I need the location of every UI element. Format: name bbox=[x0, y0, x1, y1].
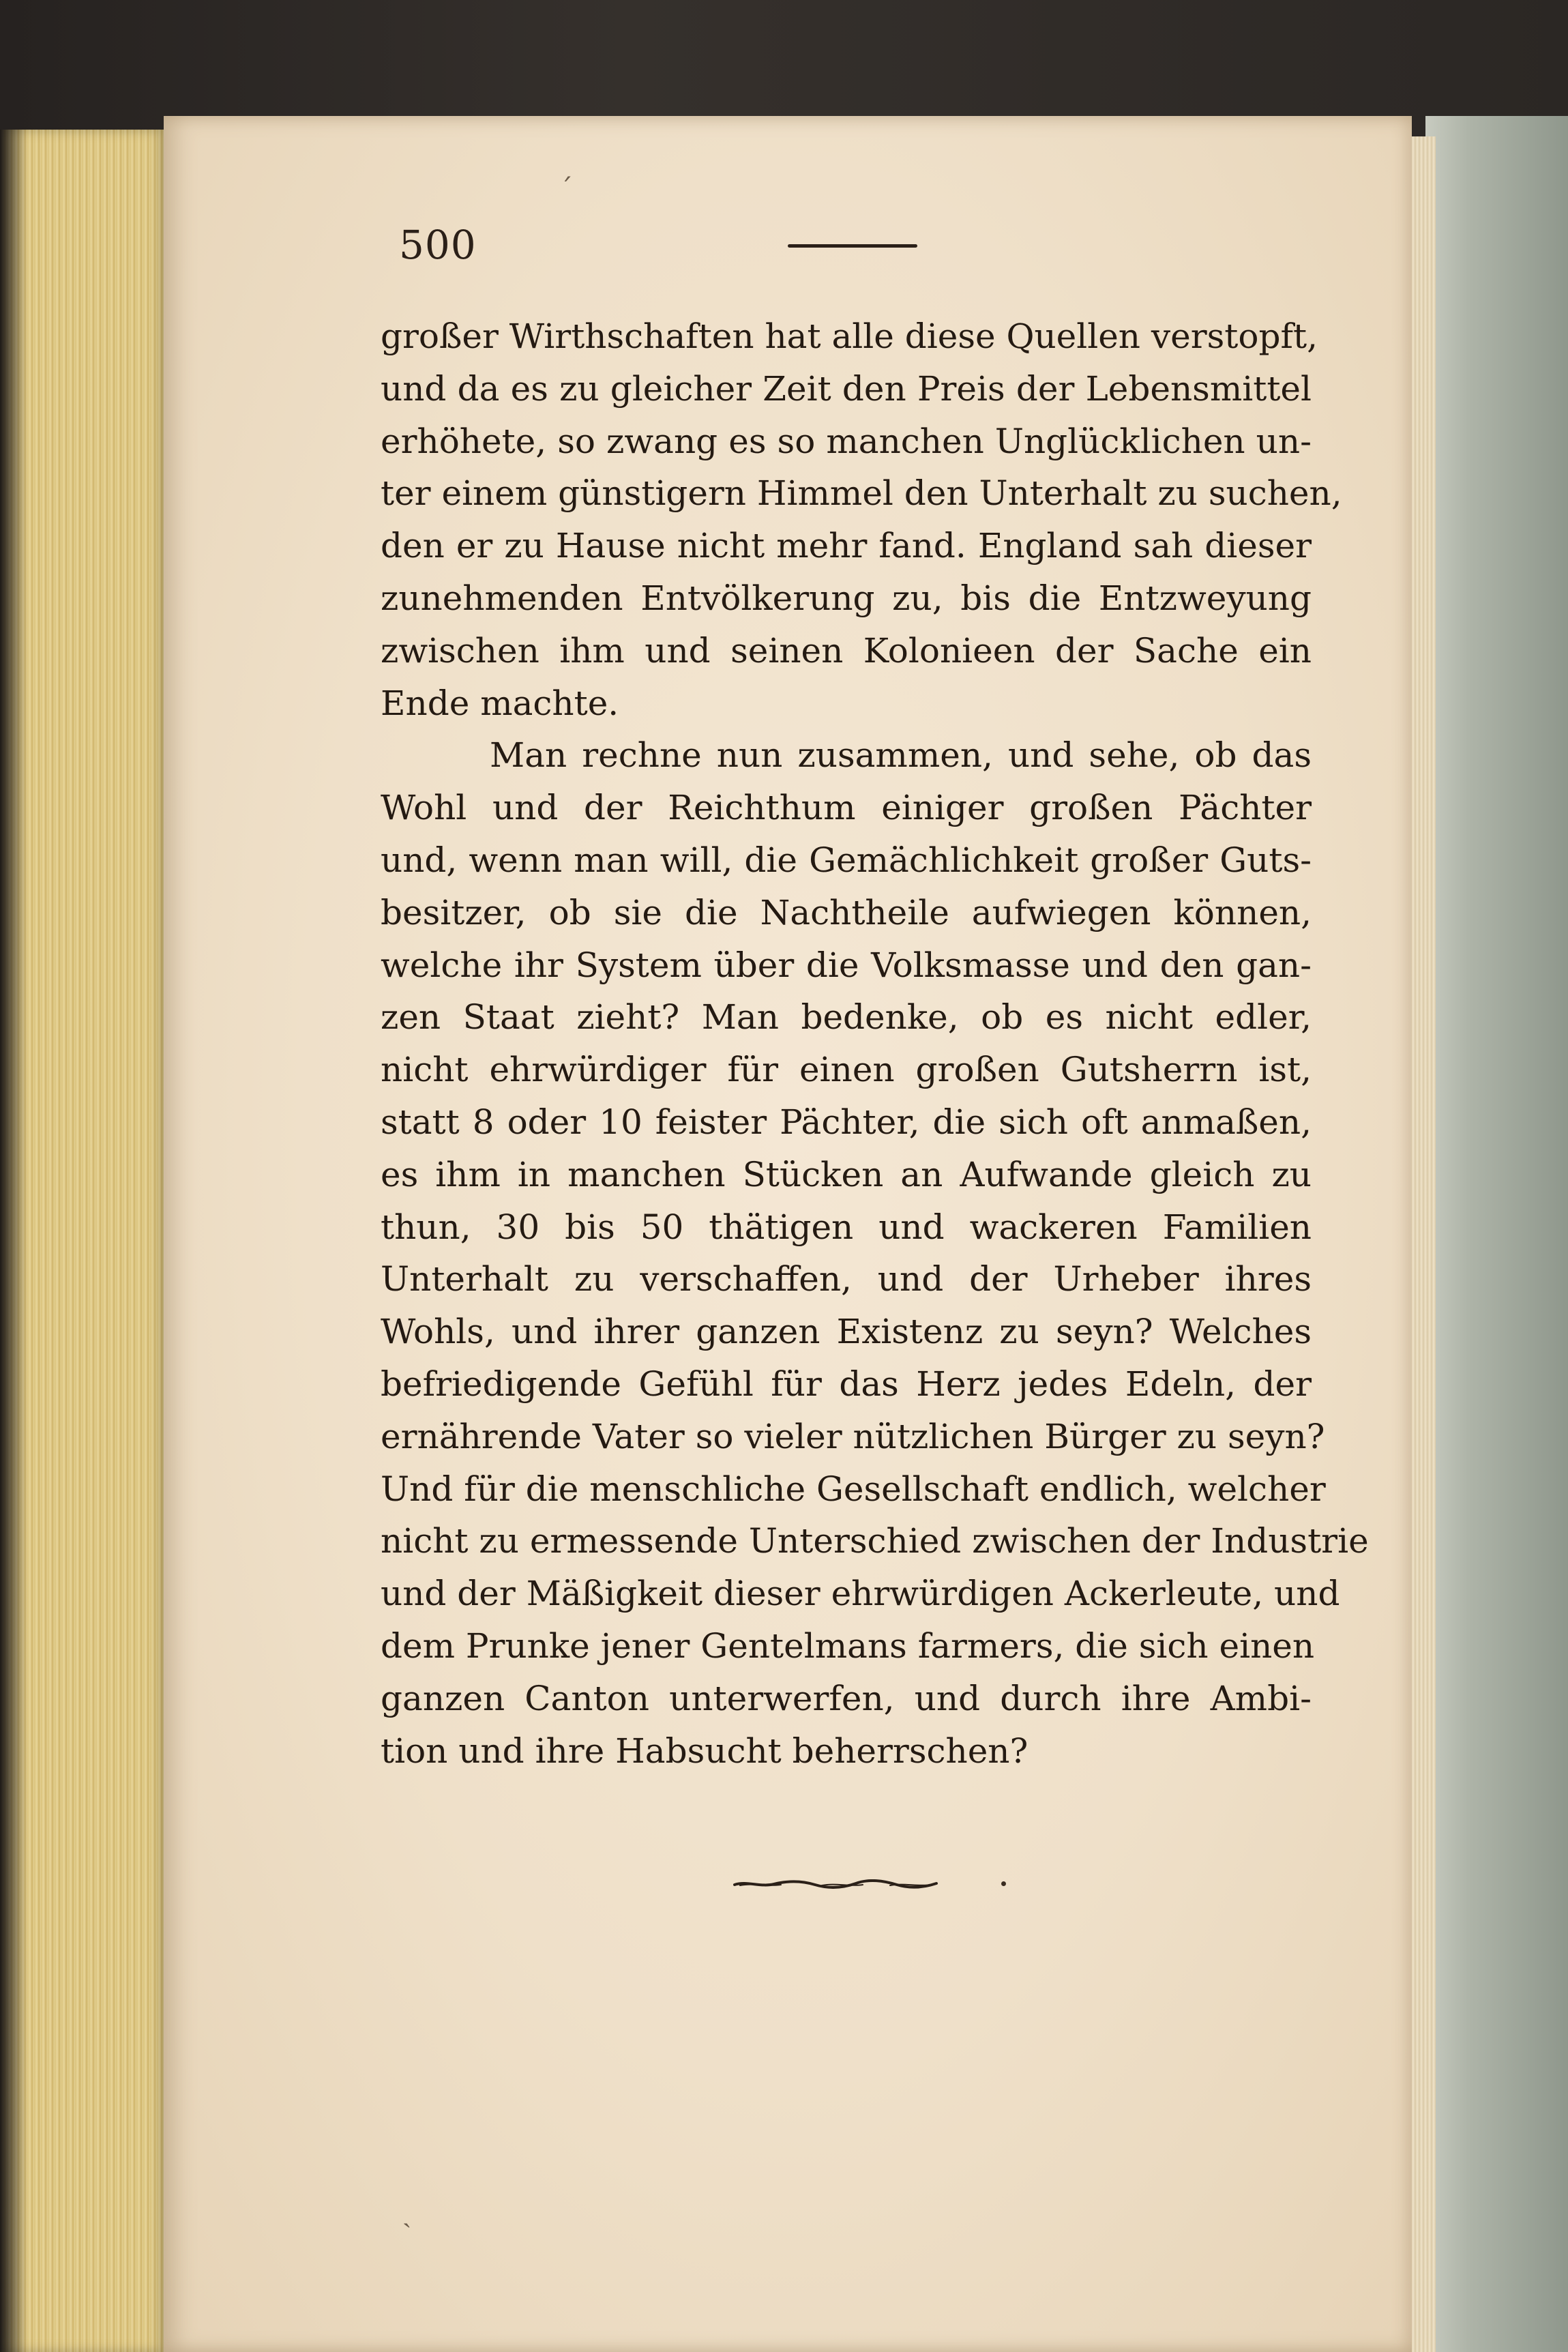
ornamental-tailpiece bbox=[733, 1879, 938, 1889]
text-line: zwischen ihm und seinen Kolonieen der Sache ein bbox=[381, 630, 1312, 671]
text-line: dem Prunke jener Gentelmans farmers, die sich einen bbox=[381, 1626, 1315, 1666]
text-line: ganzen Canton unterwerfen, und durch ihre Ambi- bbox=[381, 1678, 1312, 1718]
stray-mark: ˏ bbox=[402, 2197, 412, 2229]
text-line: befriedigende Gefühl für das Herz jedes Edeln, der bbox=[381, 1364, 1312, 1404]
text-line: und da es zu gleicher Zeit den Preis der Lebensmittel bbox=[381, 368, 1312, 409]
text-line: zen Staat zieht? Man bedenke, ob es nicht edler, bbox=[381, 997, 1312, 1038]
text-line: und, wenn man will, die Gemächlichkeit großer Guts- bbox=[381, 840, 1312, 880]
page-number: 500 bbox=[399, 222, 477, 268]
header-rule bbox=[788, 244, 917, 248]
text-line: und der Mäßigkeit dieser ehrwürdigen Ackerleute, und bbox=[381, 1574, 1340, 1614]
text-line: Und für die menschliche Gesellschaft endlich, welcher bbox=[381, 1469, 1326, 1509]
body-text bbox=[381, 310, 1369, 1777]
text-line: thun, 30 bis 50 thätigen und wackeren Familien bbox=[381, 1207, 1312, 1247]
text-line: tion und ihre Habsucht beherrschen? bbox=[381, 1731, 1029, 1771]
text-line: welche ihr System über die Volksmasse und den gan- bbox=[381, 945, 1312, 985]
text-line: ernährende Vater so vieler nützlichen Bürger zu seyn? bbox=[381, 1416, 1325, 1456]
text-line: erhöhete, so zwang es so manchen Unglücklichen un- bbox=[381, 421, 1312, 461]
text-line: Man rechne nun zusammen, und sehe, ob das bbox=[490, 735, 1312, 776]
text-line: großer Wirthschaften hat alle diese Quellen verstopft, bbox=[381, 317, 1318, 356]
tailpiece-dot bbox=[1001, 1881, 1006, 1886]
text-line: nicht zu ermessende Unterschied zwischen der Industrie bbox=[381, 1521, 1369, 1561]
book-cover-board-right bbox=[1425, 116, 1568, 2352]
text-line: statt 8 oder 10 feister Pächter, die sich oft anmaßen, bbox=[381, 1102, 1312, 1142]
text-line: Ende machte. bbox=[381, 683, 619, 723]
text-line: den er zu Hause nicht mehr fand. England sah dieser bbox=[381, 526, 1312, 566]
book-page-edges-left bbox=[0, 130, 167, 2352]
stray-mark: ˊ bbox=[559, 174, 573, 205]
text-line: zunehmenden Entvölkerung zu, bis die Entzweyung bbox=[381, 578, 1312, 618]
text-line: Wohls, und ihrer ganzen Existenz zu seyn? Welches bbox=[381, 1312, 1312, 1352]
text-line: besitzer, ob sie die Nachtheile aufwiegen können, bbox=[381, 892, 1312, 932]
text-line: es ihm in manchen Stücken an Aufwande gleich zu bbox=[381, 1154, 1312, 1194]
text-line: nicht ehrwürdiger für einen großen Gutsherrn ist, bbox=[381, 1050, 1312, 1090]
text-line: Wohl und der Reichthum einiger großen Pächter bbox=[381, 788, 1312, 828]
text-line: ter einem günstigern Himmel den Unterhalt zu suchen, bbox=[381, 473, 1342, 514]
text-line: Unterhalt zu verschaffen, und der Urheber ihres bbox=[381, 1259, 1312, 1299]
